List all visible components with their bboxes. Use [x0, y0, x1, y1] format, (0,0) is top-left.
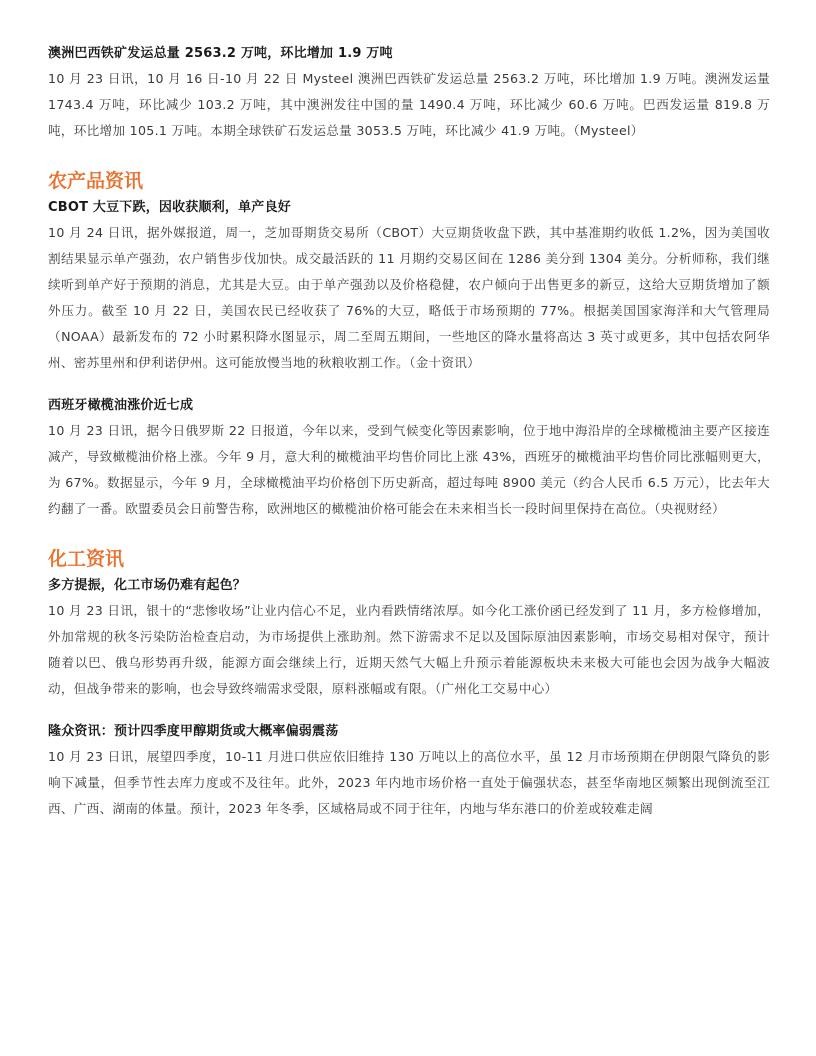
article-methanol	[48, 722, 770, 822]
article-body: 10 月 23 日讯，银十的“悲惨收场”让业内信心不足，业内看跌情绪浓厚。如今化工涨价函已经发到了 11 月，多方检修增加，外加常规的秋冬污染防治检查启动，为市场提供上涨助剂。然下游需求不足以及国际原油因素影响，市场交易相对保守，预计随着以巴、俄乌形势再升级，能源方面会继续上行，近期天然气大幅上升预示着能源板块未来极大可能也会因为战争大幅波动，但战争带来的影响，也会导致终端需求受限，原料涨幅或有限。（广州化工交易中心）	[48, 603, 770, 696]
article-headline: 隆众资讯：预计四季度甲醇期货或大概率偏弱震荡	[48, 724, 339, 739]
article-headline: CBOT 大豆下跌，因收获顺利，单产良好	[48, 200, 291, 215]
section-chemical	[48, 546, 770, 822]
document-page	[48, 44, 770, 822]
article-cbot-soybean	[48, 198, 770, 376]
article-body: 10 月 23 日讯，10 月 16 日-10 月 22 日 Mysteel 澳洲巴西铁矿发运总量 2563.2 万吨，环比增加 1.9 万吨。澳洲发运量 1743.4 万吨，环比减少 103.2 万吨，其中澳洲发往中国的量 1490.4 万吨，环比减少 60.6 万吨。巴西发运量 819.8 万吨，环比增加 105.1 万吨。本期全球铁矿石发运总量 3053.5 万吨，环比减少 41.9 万吨。（Mysteel）	[48, 71, 770, 138]
section-title-agriculture: 农产品资讯	[48, 170, 144, 192]
section-agriculture	[48, 168, 770, 522]
article-olive-oil	[48, 396, 770, 522]
article-headline: 西班牙橄榄油涨价近七成	[48, 398, 194, 413]
section-title-chemical: 化工资讯	[48, 548, 125, 570]
article-chemical-market	[48, 576, 770, 702]
article-headline: 澳洲巴西铁矿发运总量 2563.2 万吨，环比增加 1.9 万吨	[48, 46, 393, 61]
article-headline: 多方提振，化工市场仍难有起色？	[48, 578, 247, 593]
article-body: 10 月 23 日讯，展望四季度，10-11 月进口供应依旧维持 130 万吨以上的高位水平，虽 12 月市场预期在伊朗限气降负的影响下减量，但季节性去库力度或不及往年。此外，2023 年内地市场价格一直处于偏强状态，甚至华南地区频繁出现倒流至江西、广西、湖南的体量。预计，2023 年冬季，区域格局或不同于往年，内地与华东港口的价差或较难走阔	[48, 749, 770, 816]
article-body: 10 月 24 日讯，据外媒报道，周一，芝加哥期货交易所（CBOT）大豆期货收盘下跌，其中基准期约收低 1.2%，因为美国收割结果显示单产强劲，农户销售步伐加快。成交最活跃的 11 月期约交易区间在 1286 美分到 1304 美分。分析师称，我们继续听到单产好于预期的消息，尤其是大豆。由于单产强劲以及价格稳健，农户倾向于出售更多的新豆，这给大豆期货增加了额外压力。截至 10 月 22 日，美国农民已经收获了 76%的大豆，略低于市场预期的 77%。根据美国国家海洋和大气管理局（NOAA）最新发布的 72 小时累积降水图显示，周二至周五期间，一些地区的降水量将高达 3 英寸或更多，其中包括农阿华州、密苏里州和伊利诺伊州。这可能放慢当地的秋粮收割工作。（金十资讯）	[48, 225, 770, 370]
article-body: 10 月 23 日讯，据今日俄罗斯 22 日报道，今年以来，受到气候变化等因素影响，位于地中海沿岸的全球橄榄油主要产区接连减产，导致橄榄油价格上涨。今年 9 月，意大利的橄榄油平均售价同比上涨 43%，西班牙的橄榄油平均售价同比涨幅则更大，为 67%。数据显示，今年 9 月，全球橄榄油平均价格创下历史新高，超过每吨 8900 美元（约合人民币 6.5 万元），比去年大约翻了一番。欧盟委员会日前警告称，欧洲地区的橄榄油价格可能会在未来相当长一段时间里保持在高位。（央视财经）	[48, 423, 770, 516]
article-iron-ore	[48, 44, 770, 144]
